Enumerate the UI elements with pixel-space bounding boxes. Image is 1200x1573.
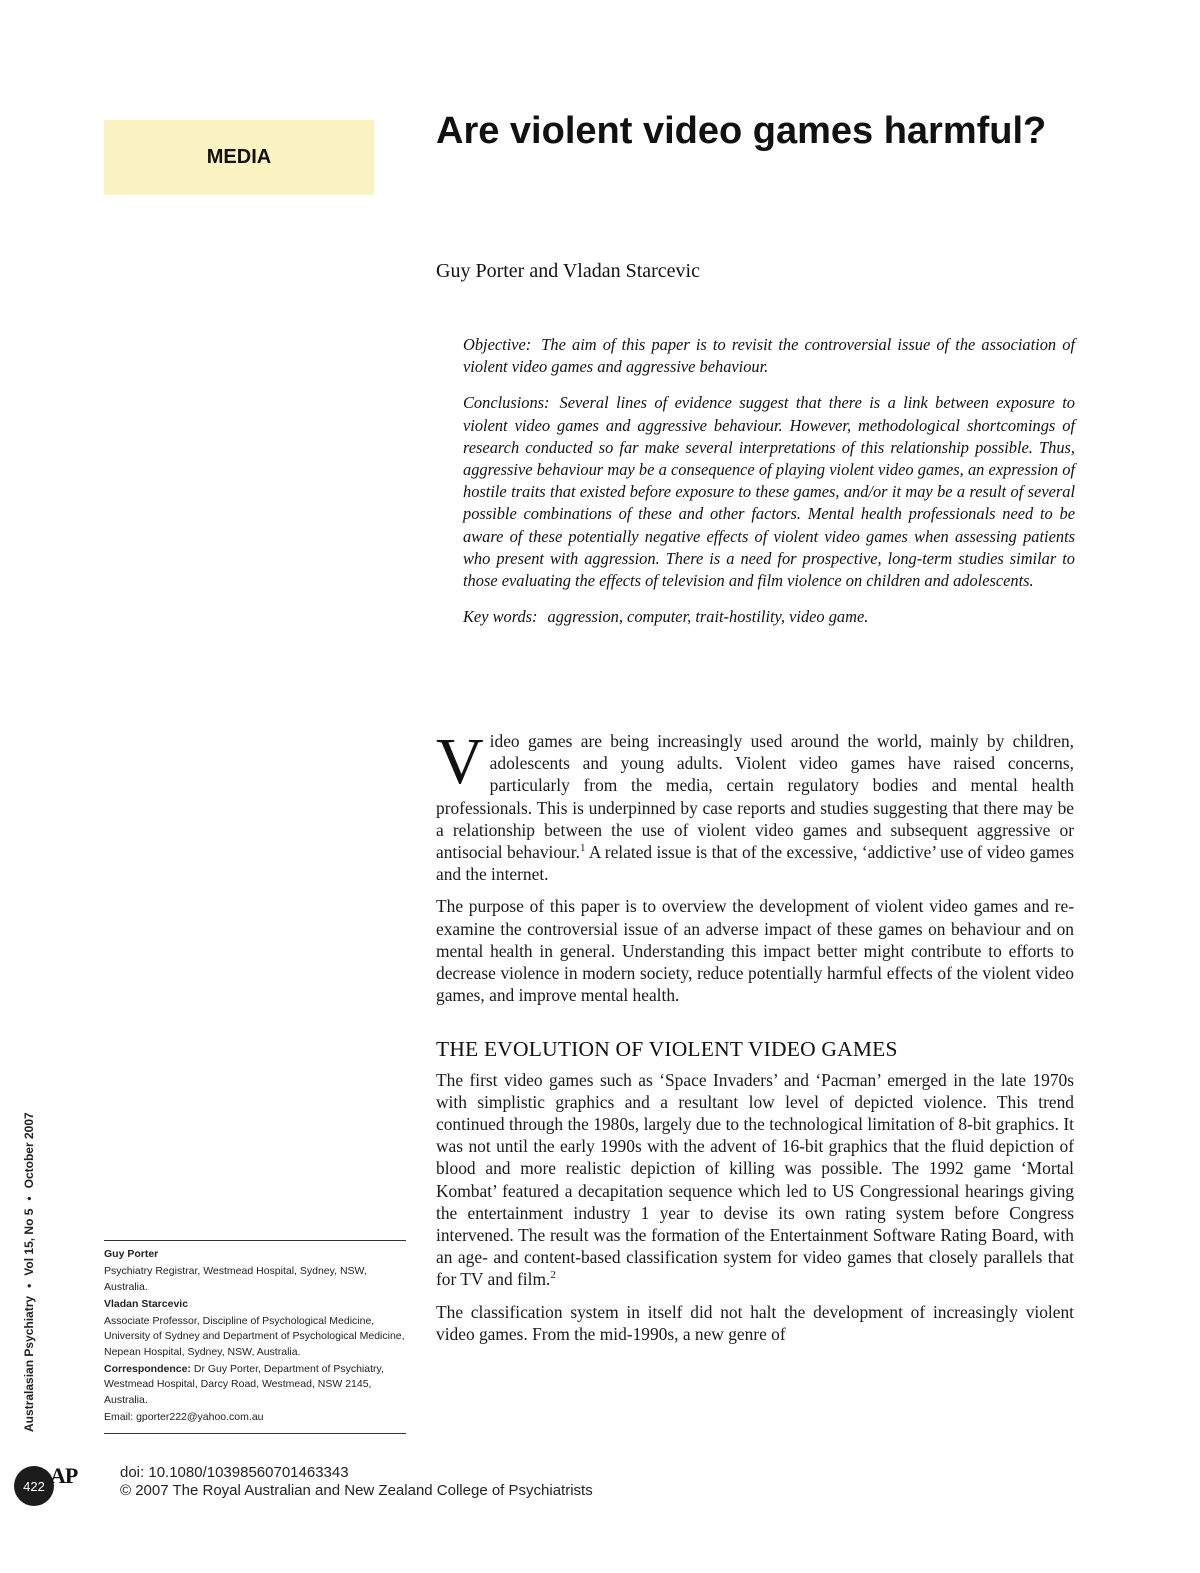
author1-desc: Psychiatry Registrar, Westmead Hospital, Sydney, NSW, Australia. [104, 1265, 367, 1293]
body-paragraph-1 [436, 725, 1074, 885]
reference-1[interactable]: 1 [579, 842, 586, 855]
journal-running-head [22, 1112, 36, 1432]
drop-cap: V [436, 725, 484, 798]
correspondence-text: Dr Guy Porter, Department of Psychiatry, Westmead Hospital, Darcy Road, Westmead, NSW 2145, Australia. [104, 1363, 384, 1406]
conclusions-text: Several lines of evidence suggest that there is a link between exposure to violent video games and aggressive behaviour. However, methodological shortcomings of research conducted so far make several interpretations of this relationship possible. Thus, aggressive behaviour may be a consequence of playing violent video games, an expression of hostile traits that existed before exposure to these games, and/or it may be a result of several possible combinations of these and other factors. Mental health professionals need to be aware of these potentially negative effects of violent video games when assessing patients who present with aggression. There is a need for prospective, long-term studies similar to those evaluating the effects of television and film violence on children and adolescents. [463, 393, 1075, 591]
abstract-keywords [463, 606, 1075, 628]
abstract-objective [463, 334, 1075, 378]
page-number-badge [14, 1466, 54, 1506]
objective-label: Objective: [463, 335, 532, 354]
separator-dot: • [22, 1283, 36, 1288]
correspondence-label: Correspondence: [104, 1363, 191, 1376]
keywords-text: aggression, computer, trait-hostility, video game. [547, 607, 869, 627]
abstract [463, 334, 1075, 642]
correspondence-email[interactable]: Email: gporter222@yahoo.com.au [104, 1410, 264, 1423]
body-paragraph-3-text: The first video games such as ‘Space Invaders’ and ‘Pacman’ emerged in the late 1970s with simplistic graphics and a resultant low level of depicted violence. This trend continued through the 1980s, largely due to the technological limitation of 8-bit graphics. It was not until the early 1990s with the advent of 16-bit graphics that the fluid depiction of blood and more realistic depiction of killing was possible. The 1992 game ‘Mortal Kombat’ featured a decapitation sequence which led to US Congressional hearings giving the entertainment industry 1 year to devise its own rating system before Congress intervened. The result was the formation of the Entertainment Software Rating Board, with an age- and content-based classification system for video games that closely parallels that for TV and film. [436, 1069, 1074, 1290]
abstract-conclusions [463, 392, 1075, 592]
journal-date: October 2007 [22, 1112, 36, 1189]
author2-name: Vladan Starcevic [104, 1297, 189, 1310]
author2-desc: Associate Professor, Discipline of Psychological Medicine, University of Sydney and Department of Psychological Medicine, Nepean Hospital, Sydney, NSW, Australia. [104, 1315, 405, 1358]
author1-name: Guy Porter [104, 1248, 159, 1260]
footer [120, 1464, 593, 1500]
page-number: 422 [23, 1478, 45, 1494]
body-paragraph-3 [436, 1069, 1074, 1291]
body-paragraph-1-cont: A related issue is that of the excessive, ‘addictive’ use of video games and the internet. [436, 842, 1074, 885]
reference-2[interactable]: 2 [550, 1269, 556, 1282]
section-label-box [104, 120, 374, 195]
section-label: MEDIA [206, 146, 272, 168]
author-line: Guy Porter and Vladan Starcevic [436, 260, 700, 282]
body-paragraph-4: The classification system in itself did not halt the development of increasingly violent video games. From the mid-1990s, a new genre of [436, 1301, 1074, 1344]
separator-dot: • [22, 1196, 36, 1201]
journal-name: Australasian Psychiatry [22, 1295, 36, 1432]
body-paragraph-2: The purpose of this paper is to overview the development of violent video games and re-examine the controversial issue of an adverse impact of these games on behaviour and on mental health in general. Understanding this impact better might contribute to efforts to decrease violence in modern society, reduce potentially harmful effects of the violent video games, and improve mental health. [436, 896, 1074, 1006]
journal-logo: AP [50, 1463, 78, 1488]
keywords-label: Key words: [463, 607, 538, 627]
author-affiliations [104, 1240, 406, 1434]
correspondence [104, 1362, 406, 1408]
doi[interactable]: doi: 10.1080/10398560701463343 [120, 1464, 349, 1481]
conclusions-label: Conclusions: [463, 393, 550, 413]
article-body [436, 725, 1074, 1355]
copyright: © 2007 The Royal Australian and New Zealand College of Psychiatrists [120, 1482, 593, 1499]
journal-volume: Vol 15, No 5 [22, 1208, 36, 1276]
article-title: Are violent video games harmful? [436, 110, 1047, 152]
section-heading: THE EVOLUTION OF VIOLENT VIDEO GAMES [436, 1037, 898, 1062]
body-paragraph-1-text: ideo games are being increasingly used around the world, mainly by children, adolescents and young adults. Violent video games have raised concerns, particularly from the media, certain regulatory bodies and mental health professionals. This is underpinned by case reports and studies suggesting that there may be a relationship between the use of violent video games and subsequent aggressive or antisocial behaviour. [436, 731, 1074, 863]
objective-text: The aim of this paper is to revisit the controversial issue of the association of violent video games and aggressive behaviour. [463, 335, 1075, 377]
